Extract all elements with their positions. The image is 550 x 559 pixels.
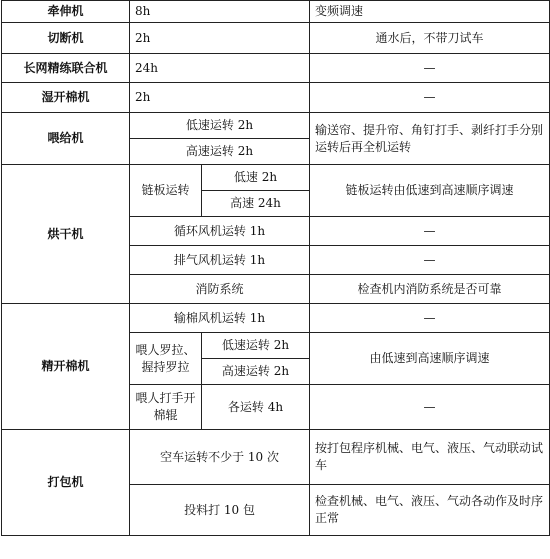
idle-run: 空车运转不少于 10 次	[130, 430, 310, 485]
load-run: 投料打 10 包	[130, 485, 310, 536]
machine-name: 烘干机	[2, 165, 130, 304]
remark: —	[310, 246, 550, 275]
feed-roller-label: 喂人罗拉、握持罗拉	[130, 333, 202, 385]
table-row	[2, 1, 550, 23]
machine-name: 精开棉机	[2, 304, 130, 430]
run-time: 8h	[130, 1, 310, 23]
remark: —	[310, 217, 550, 246]
circulation-fan-run: 循环风机运转 1h	[130, 217, 310, 246]
machine-name: 湿开棉机	[2, 83, 130, 113]
roller-low-speed: 低速运转 2h	[202, 333, 310, 359]
chain-low-speed: 低速 2h	[202, 165, 310, 191]
remark: 检查机内消防系统是否可靠	[310, 275, 550, 304]
machine-name: 切断机	[2, 23, 130, 54]
table-row	[2, 430, 550, 485]
remark: 变频调速	[310, 1, 550, 23]
fire-protection-system: 消防系统	[130, 275, 310, 304]
remark: —	[310, 304, 550, 333]
machine-name: 牵伸机	[2, 1, 130, 23]
remark: —	[310, 385, 550, 430]
machine-name: 打包机	[2, 430, 130, 536]
remark: 由低速到高速顺序调速	[310, 333, 550, 385]
low-speed-run: 低速运转 2h	[130, 113, 310, 139]
table-row	[2, 113, 550, 139]
chain-run-label: 链板运转	[130, 165, 202, 217]
remark: 检查机械、电气、液压、气动各动作及时序正常	[310, 485, 550, 536]
chain-high-speed: 高速 24h	[202, 191, 310, 217]
test-run-table	[1, 0, 550, 536]
table-row	[2, 304, 550, 333]
run-time: 2h	[130, 23, 310, 54]
cotton-fan-run: 输棉风机运转 1h	[130, 304, 310, 333]
remark: 按打包程序机械、电气、液压、气动联动试车	[310, 430, 550, 485]
beater-label: 喂人打手开棉辊	[130, 385, 202, 430]
table-row	[2, 23, 550, 54]
remark: 通水后，不带刀试车	[310, 23, 550, 54]
remark: —	[310, 54, 550, 83]
run-time: 2h	[130, 83, 310, 113]
beater-run-time: 各运转 4h	[202, 385, 310, 430]
remark: 输送帘、提升帘、角钉打手、剥纤打手分别运转后再全机运转	[310, 113, 550, 165]
high-speed-run: 高速运转 2h	[130, 139, 310, 165]
run-time: 24h	[130, 54, 310, 83]
remark: —	[310, 83, 550, 113]
remark: 链板运转由低速到高速顺序调速	[310, 165, 550, 217]
exhaust-fan-run: 排气风机运转 1h	[130, 246, 310, 275]
table-row	[2, 83, 550, 113]
machine-name: 长网精练联合机	[2, 54, 130, 83]
table-row	[2, 165, 550, 191]
machine-name: 喂给机	[2, 113, 130, 165]
table-row	[2, 54, 550, 83]
roller-high-speed: 高速运转 2h	[202, 359, 310, 385]
